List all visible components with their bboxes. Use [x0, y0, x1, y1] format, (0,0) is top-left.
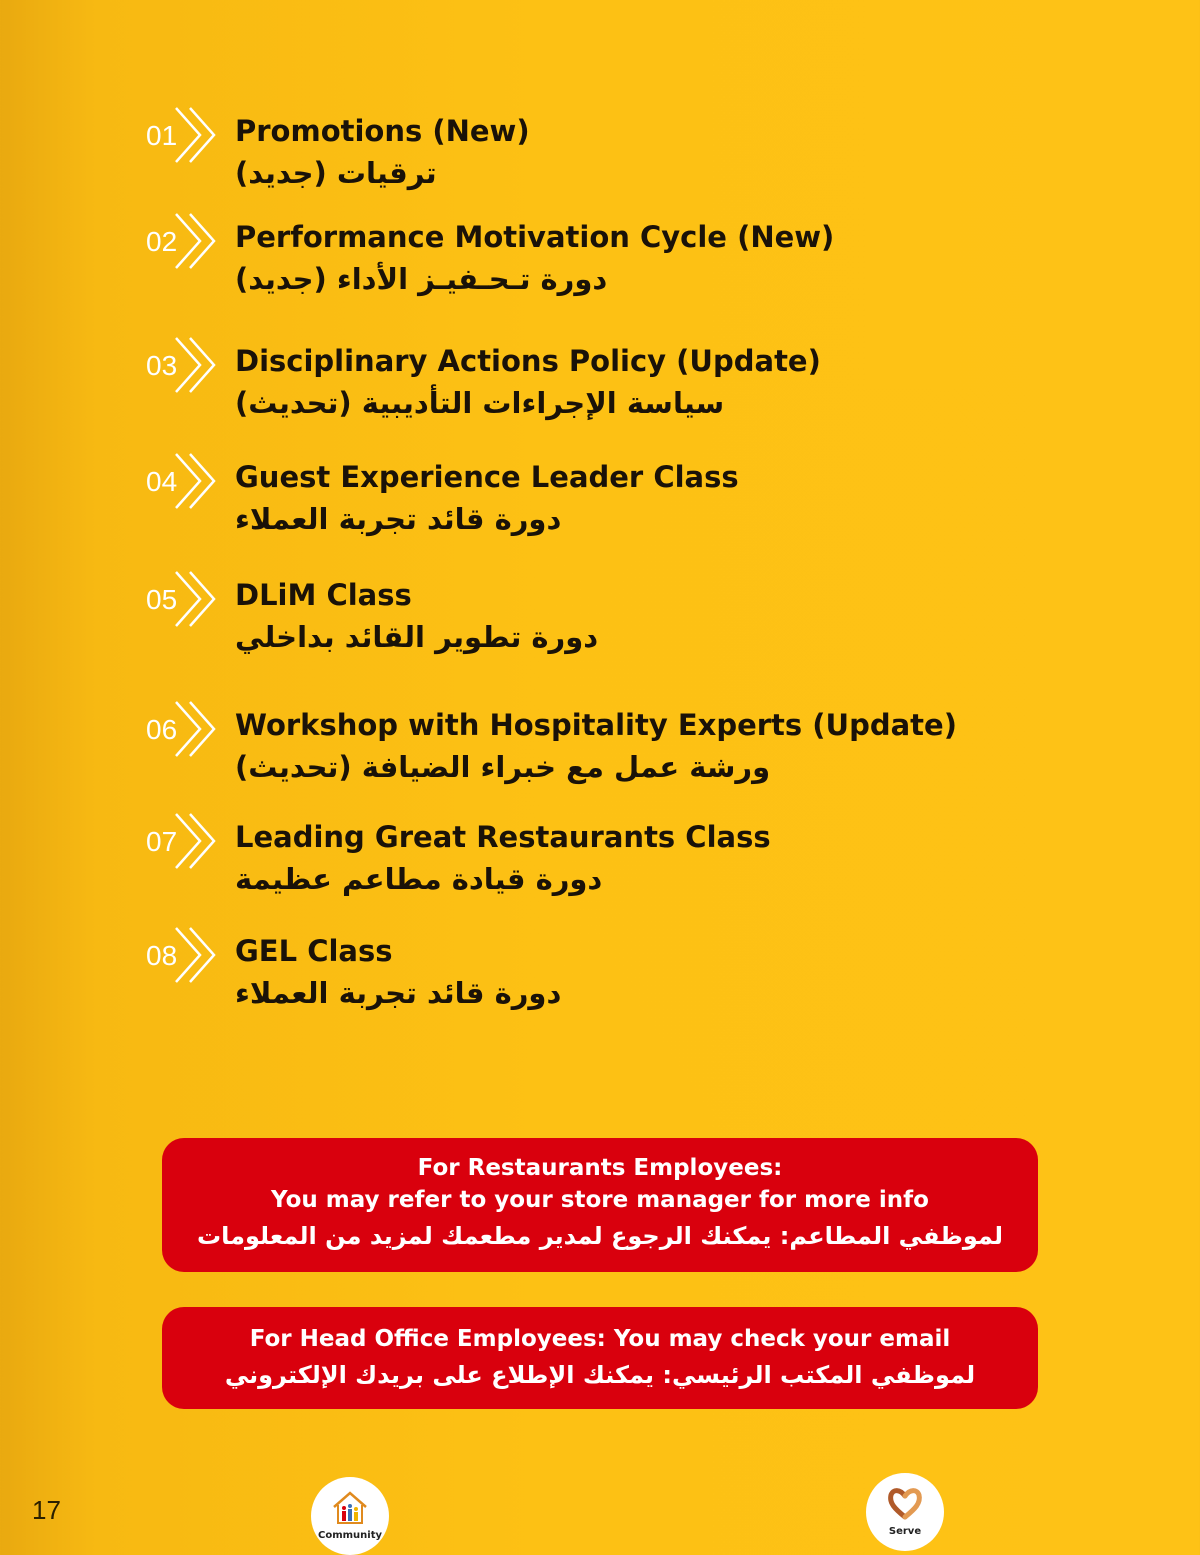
serve-badge [866, 1473, 944, 1551]
item-title-en: DLiM Class [235, 578, 412, 612]
double-chevron-right-icon [170, 450, 220, 512]
head-office-note-text-ar: لموظفي المكتب الرئيسي: يمكنك الإطلاع على بريدك الإلكتروني [224, 1361, 976, 1389]
list-item [140, 814, 1040, 914]
item-number: 04 [146, 466, 178, 497]
head-office-note-text-en: For Head Office Employees: You may check your email [249, 1326, 951, 1352]
item-title-ar: ترقيات (جديد) [235, 156, 437, 190]
item-title-en: Workshop with Hospitality Experts (Update) [235, 708, 957, 742]
head-office-employees-note [162, 1307, 1038, 1409]
item-number: 03 [146, 350, 178, 381]
item-number: 08 [146, 940, 178, 971]
double-chevron-right-icon [170, 104, 220, 166]
list-item [140, 108, 1040, 208]
double-chevron-right-icon [170, 210, 220, 272]
double-chevron-right-icon [170, 924, 220, 986]
page-number: 17 [32, 1495, 61, 1525]
list-item [140, 702, 1040, 802]
item-title-ar: دورة تـحـفيـز الأداء (جديد) [235, 262, 608, 296]
item-title-ar: دورة قائد تجربة العملاء [235, 502, 562, 536]
item-title-ar: دورة قائد تجربة العملاء [235, 976, 562, 1010]
heart-hands-icon [885, 1483, 925, 1523]
double-chevron-right-icon [170, 810, 220, 872]
double-chevron-right-icon [170, 568, 220, 630]
restaurants-note-heading: For Restaurants Employees: [417, 1155, 783, 1181]
restaurants-employees-note [162, 1138, 1038, 1272]
community-badge [311, 1477, 389, 1555]
list-item [140, 338, 1040, 438]
item-number: 05 [146, 584, 178, 615]
item-title-en: Performance Motivation Cycle (New) [235, 220, 835, 254]
restaurants-note-text-ar: لموظفي المطاعم: يمكنك الرجوع لمدير مطعمك لمزيد من المعلومات [197, 1222, 1003, 1250]
double-chevron-right-icon [170, 698, 220, 760]
item-title-en: Disciplinary Actions Policy (Update) [235, 344, 821, 378]
item-title-en: Leading Great Restaurants Class [235, 820, 771, 854]
item-number: 07 [146, 826, 178, 857]
item-title-ar: ورشة عمل مع خبراء الضيافة (تحديث) [235, 750, 771, 784]
item-title-ar: دورة قيادة مطاعم عظيمة [235, 862, 603, 896]
item-number: 06 [146, 714, 178, 745]
serve-label: Serve [888, 1526, 922, 1537]
item-number: 01 [146, 120, 178, 151]
item-title-ar: دورة تطوير القائد بداخلي [235, 620, 599, 654]
item-number: 02 [146, 226, 178, 257]
item-title-en: Guest Experience Leader Class [235, 460, 739, 494]
list-item [140, 928, 1040, 1028]
list-item [140, 572, 1040, 672]
community-label: Community [317, 1530, 382, 1541]
page-footer [0, 1465, 1200, 1553]
item-title-ar: سياسة الإجراءات التأديبية (تحديث) [235, 386, 725, 420]
house-people-icon [330, 1487, 370, 1527]
list-item [140, 454, 1040, 554]
restaurants-note-text-en: You may refer to your store manager for more info [271, 1187, 929, 1213]
item-title-en: Promotions (New) [235, 114, 530, 148]
list-item [140, 214, 1040, 314]
double-chevron-right-icon [170, 334, 220, 396]
item-title-en: GEL Class [235, 934, 393, 968]
